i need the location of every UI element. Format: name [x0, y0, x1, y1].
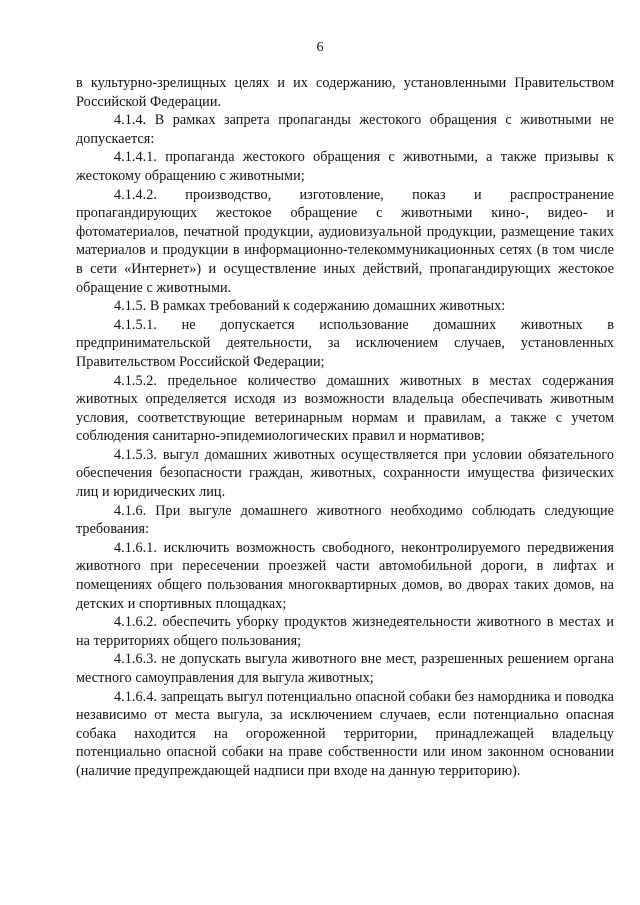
- document-body: [76, 74, 614, 781]
- paragraph-4-1-5-1: 4.1.5.1. не допускается использование домашних животных в предпринимательской деятельности, за исключением случаев, установленных Правительством Российской Федерации;: [76, 316, 614, 370]
- paragraph-4-1-6-4: 4.1.6.4. запрещать выгул потенциально опасной собаки без намордника и поводка независимо от места выгула, за исключением случаев, если потенциально опасная собака находится на огороженной территории, принадлежащей владельцу потенциально опасной собаки на праве собственности или ином законном основании (наличие предупреждающей надписи при входе на данную территорию).: [76, 688, 614, 779]
- paragraph-4-1-6-2: 4.1.6.2. обеспечить уборку продуктов жизнедеятельности животного в местах и на территориях общего пользования;: [76, 614, 614, 649]
- paragraph-4-1-5-3: 4.1.5.3. выгул домашних животных осуществляется при условии обязательного обеспечения безопасности граждан, животных, сохранности имущества физических лиц и юридических лиц.: [76, 446, 614, 501]
- paragraph-4-1-4-2: 4.1.4.2. производство, изготовление, показ и распространение пропагандирующих жестокое обращение с животными кино-, видео- и фотоматериалов, печатной продукции, аудиовизуальной продукции, размещение таких материалов и продукции в информационно-телекоммуникационных сетях (в том числе в сети «Интернет») и осуществление иных действий, пропагандирующих жестокое обращение с животными.: [76, 186, 614, 296]
- paragraph-4-1-4: 4.1.4. В рамках запрета пропаганды жестокого обращения с животными не допускается:: [76, 112, 614, 147]
- paragraph-4-1-6-1: 4.1.6.1. исключить возможность свободного, неконтролируемого передвижения животного при пересечении проезжей части автомобильной дороги, в лифтах и помещениях общего пользования многоквартирных домов, во дворах таких домов, на детских и спортивных площадках;: [76, 539, 614, 612]
- paragraph-4-1-5: 4.1.5. В рамках требований к содержанию домашних животных:: [114, 298, 506, 315]
- paragraph-intro-continuation: в культурно-зрелищных целях и их содержанию, установленными Правительством Российской Федерации.: [76, 75, 614, 110]
- page-number: 6: [316, 40, 324, 55]
- paragraph-4-1-4-1: 4.1.4.1. пропаганда жестокого обращения с животными, а также призывы к жестокому обращению с животными;: [76, 149, 614, 184]
- paragraph-4-1-5-2: 4.1.5.2. предельное количество домашних животных в местах содержания животных определяется исходя из возможности владельца обеспечивать животным условия, соответствующие ветеринарным нормам и правилам, а также с учетом соблюдения санитарно-эпидемиологических правил и нормативов;: [76, 372, 614, 445]
- paragraph-4-1-6: 4.1.6. При выгуле домашнего животного необходимо соблюдать следующие требования:: [76, 502, 614, 538]
- paragraph-4-1-6-3: 4.1.6.3. не допускать выгула животного вне мест, разрешенных решением органа местного самоуправления для выгула животных;: [76, 651, 614, 686]
